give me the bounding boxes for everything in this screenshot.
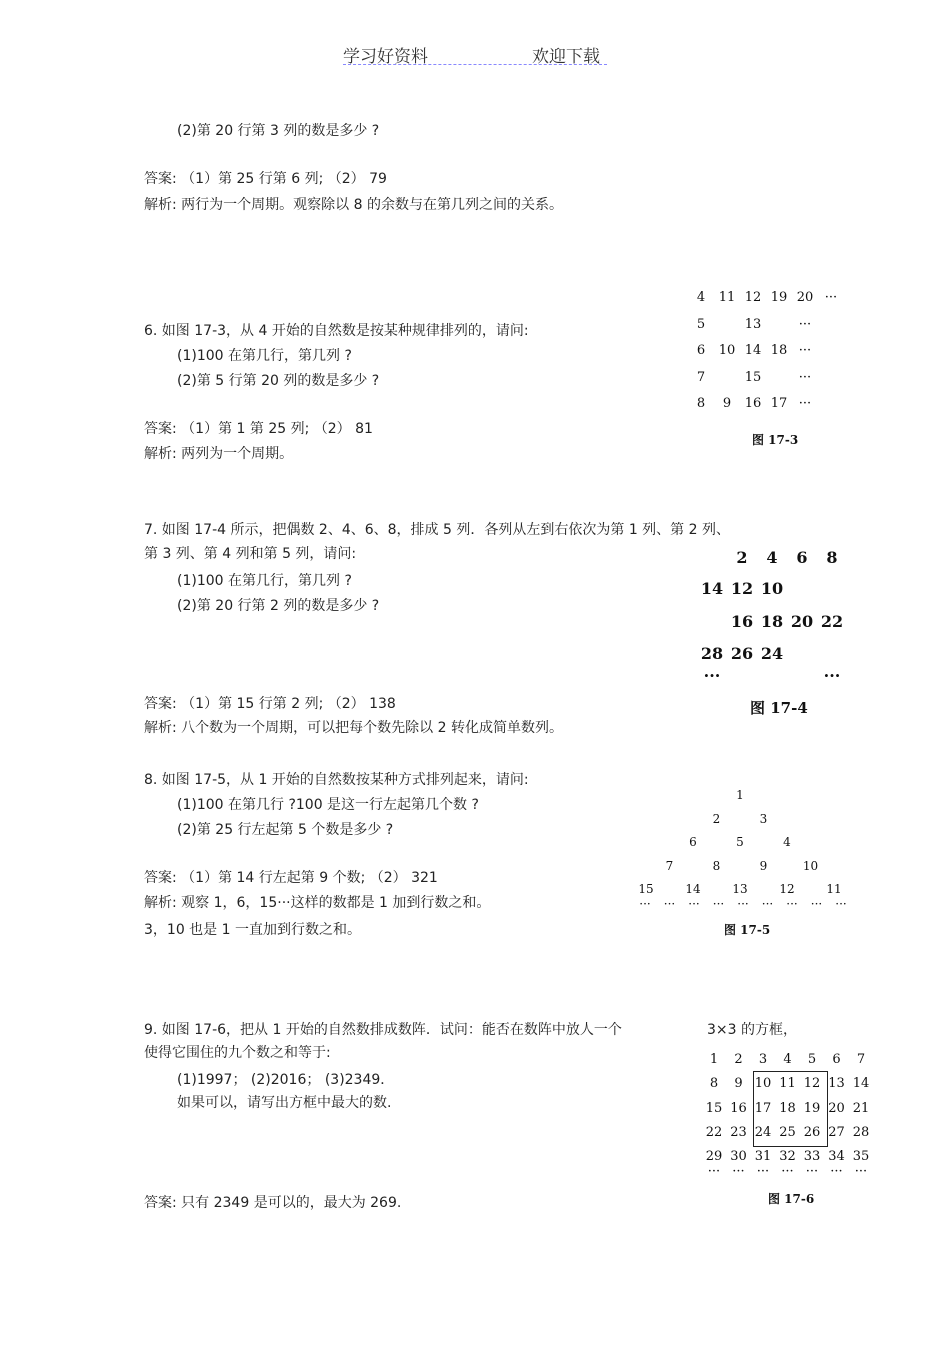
grid-cell: 24: [760, 644, 784, 663]
grid-cell: ···: [798, 316, 812, 332]
continuation-dots: ···: [707, 1164, 721, 1179]
continuation-dots: ···: [688, 897, 700, 911]
p6-answer: 答案: （1）第 1 第 25 列; （2） 81: [144, 421, 373, 437]
grid-cell: 26: [730, 644, 754, 663]
grid-number: 25: [779, 1124, 796, 1140]
grid-number: 9: [734, 1076, 743, 1092]
figure-caption: 图 17-3: [752, 433, 799, 447]
triangle-number: 10: [802, 858, 819, 873]
grid-cell: 12: [744, 290, 762, 305]
grid-number: 5: [807, 1052, 817, 1067]
grid-cell: 13: [744, 316, 762, 332]
triangle-number: 7: [665, 858, 674, 873]
grid-cell: 14: [700, 579, 724, 598]
triangle-number: 8: [712, 858, 721, 873]
grid-cell: ···: [703, 666, 721, 685]
triangle-number: 11: [826, 882, 842, 896]
p7-question-2: (2)第 20 行第 2 列的数是多少 ?: [177, 598, 380, 614]
grid-cell: ···: [798, 343, 812, 358]
header-right: 欢迎下载: [532, 47, 600, 67]
grid-cell: 16: [730, 612, 754, 631]
grid-number: 4: [783, 1052, 792, 1067]
grid-cell: ···: [824, 290, 838, 305]
triangle-number: 9: [759, 858, 768, 873]
grid-number: 12: [803, 1076, 821, 1092]
grid-cell: 28: [700, 644, 724, 663]
p8-question-1: (1)100 在第几行 ?100 是这一行左起第几个数 ?: [177, 797, 479, 813]
grid-cell: 17: [770, 396, 788, 411]
grid-number: 31: [754, 1149, 772, 1165]
grid-cell: 16: [744, 396, 762, 411]
grid-number: 22: [705, 1124, 723, 1140]
p7-answer: 答案: （1）第 15 行第 2 列; （2） 138: [144, 696, 396, 712]
triangle-number: 12: [779, 882, 795, 896]
grid-number: 26: [803, 1124, 821, 1140]
grid-cell: 8: [826, 548, 838, 567]
triangle-number: 5: [736, 835, 744, 849]
grid-number: 17: [754, 1100, 772, 1116]
continuation-dots: ···: [805, 1164, 819, 1179]
grid-number: 13: [828, 1076, 845, 1092]
grid-cell: 15: [744, 369, 762, 385]
grid-number: 1: [709, 1052, 719, 1067]
p6-stem: 6. 如图 17-3，从 4 开始的自然数是按某种规律排列的，请问:: [144, 323, 529, 339]
grid-cell: 6: [696, 343, 706, 358]
grid-cell: 10: [718, 343, 736, 358]
continuation-dots: ···: [639, 897, 651, 911]
grid-cell: 2: [736, 548, 748, 567]
grid-number: 28: [852, 1124, 870, 1140]
grid-number: 33: [803, 1149, 821, 1165]
grid-number: 30: [730, 1149, 747, 1165]
continuation-dots: ···: [781, 1164, 794, 1179]
grid-number: 23: [730, 1124, 747, 1140]
grid-cell: 14: [744, 343, 762, 358]
grid-cell: 20: [796, 290, 814, 305]
grid-cell: 4: [766, 548, 778, 567]
grid-cell: 7: [696, 369, 706, 385]
grid-number: 16: [730, 1100, 747, 1116]
p7-stem-line-2: 第 3 列、第 4 列和第 5 列，请问:: [144, 546, 357, 562]
grid-cell: 6: [796, 548, 808, 567]
grid-cell: ···: [823, 666, 841, 685]
figure-caption: 图 17-4: [750, 699, 808, 717]
continuation-dots: ···: [712, 897, 725, 911]
grid-number: 29: [705, 1149, 723, 1165]
p7-stem-line-1: 7. 如图 17-4 所示，把偶数 2、4、6、8，排成 5 列．各列从左到右依次为第 1 列、第 2 列、: [144, 522, 730, 538]
grid-cell: 10: [760, 579, 784, 598]
continuation-dots: ···: [737, 897, 749, 911]
p6-question-1: (1)100 在第几行，第几列 ?: [177, 348, 352, 364]
continuation-dots: ···: [756, 1164, 770, 1179]
grid-number: 32: [779, 1149, 796, 1165]
grid-number: 35: [852, 1149, 870, 1165]
grid-number: 24: [754, 1124, 772, 1140]
grid-cell: 20: [790, 612, 814, 631]
p9-stem-line-1: 9. 如图 17-6，把从 1 开始的自然数排成数阵．试问：能否在数阵中放人一个: [144, 1022, 622, 1038]
grid-number: 27: [828, 1124, 845, 1140]
grid-number: 18: [779, 1100, 796, 1116]
triangle-number: 2: [712, 811, 721, 826]
grid-cell: 18: [760, 612, 784, 631]
grid-number: 8: [709, 1076, 719, 1092]
continuation-dots: ···: [854, 1164, 868, 1179]
triangle-number: 14: [685, 882, 701, 896]
header-left: 学习好资料: [343, 47, 428, 67]
p8-analysis-line-1: 解析: 观察 1，6，15···这样的数都是 1 加到行数之和。: [144, 895, 491, 911]
triangle-number: 3: [759, 811, 768, 826]
grid-number: 20: [828, 1100, 845, 1116]
continuation-dots: ···: [761, 897, 774, 911]
p9-answer: 答案: 只有 2349 是可以的，最大为 269.: [144, 1195, 402, 1211]
p8-stem: 8. 如图 17-5，从 1 开始的自然数按某种方式排列起来，请问:: [144, 772, 529, 788]
p8-answer: 答案: （1）第 14 行左起第 9 个数; （2） 321: [144, 870, 438, 886]
grid-cell: 22: [820, 612, 844, 631]
continuation-dots: ···: [835, 897, 847, 911]
triangle-number: 13: [732, 882, 748, 896]
figure-caption: 图 17-6: [768, 1192, 815, 1206]
p6-question-2: (2)第 5 行第 20 列的数是多少 ?: [177, 373, 380, 389]
p8-analysis-line-2: 3，10 也是 1 一直加到行数之和。: [144, 922, 361, 938]
continuation-dots: ···: [830, 1164, 843, 1179]
top-question-2: (2)第 20 行第 3 列的数是多少 ?: [177, 123, 380, 139]
grid-cell: ···: [798, 369, 812, 385]
grid-cell: 5: [696, 316, 706, 332]
top-analysis: 解析: 两行为一个周期。观察除以 8 的余数与在第几列之间的关系。: [144, 197, 563, 213]
grid-number: 11: [779, 1076, 796, 1092]
grid-cell: 8: [696, 396, 706, 411]
grid-number: 21: [852, 1100, 870, 1116]
grid-number: 7: [856, 1052, 866, 1067]
grid-cell: ···: [798, 396, 812, 411]
grid-cell: 19: [770, 290, 788, 305]
p7-analysis: 解析: 八个数为一个周期，可以把每个数先除以 2 转化成简单数列。: [144, 720, 563, 736]
triangle-number: 15: [638, 882, 654, 896]
triangle-number: 4: [783, 835, 791, 849]
grid-cell: 12: [730, 579, 754, 598]
continuation-dots: ···: [732, 1164, 745, 1179]
header-divider: [343, 64, 607, 65]
grid-number: 3: [758, 1052, 768, 1067]
triangle-number: 6: [689, 835, 697, 849]
grid-cell: 18: [770, 343, 788, 358]
three-by-three-frame: [753, 1071, 828, 1147]
grid-number: 10: [754, 1076, 772, 1092]
grid-number: 6: [832, 1052, 841, 1067]
p7-question-1: (1)100 在第几行，第几列 ?: [177, 573, 352, 589]
p9-stem-line-2: 使得它围住的九个数之和等于:: [144, 1045, 331, 1061]
grid-cell: 9: [722, 396, 732, 411]
grid-number: 34: [828, 1149, 845, 1165]
grid-cell: 4: [696, 290, 706, 305]
top-answer: 答案: （1）第 25 行第 6 列; （2） 79: [144, 171, 387, 187]
continuation-dots: ···: [810, 897, 823, 911]
p9-options: (1)1997； (2)2016； (3)2349．: [177, 1072, 395, 1088]
grid-cell: 11: [718, 290, 736, 305]
grid-number: 2: [734, 1052, 743, 1067]
continuation-dots: ···: [786, 897, 798, 911]
figure-caption: 图 17-5: [724, 923, 771, 937]
p9-follow-up: 如果可以，请写出方框中最大的数.: [177, 1095, 392, 1111]
continuation-dots: ···: [663, 897, 676, 911]
grid-number: 15: [705, 1100, 723, 1116]
grid-number: 14: [852, 1076, 870, 1092]
p8-question-2: (2)第 25 行左起第 5 个数是多少 ?: [177, 822, 394, 838]
grid-number: 19: [803, 1100, 821, 1116]
p6-analysis: 解析: 两列为一个周期。: [144, 446, 294, 462]
triangle-number: 1: [736, 788, 744, 802]
p9-stem-line-1-right: 3×3 的方框，: [707, 1022, 797, 1038]
